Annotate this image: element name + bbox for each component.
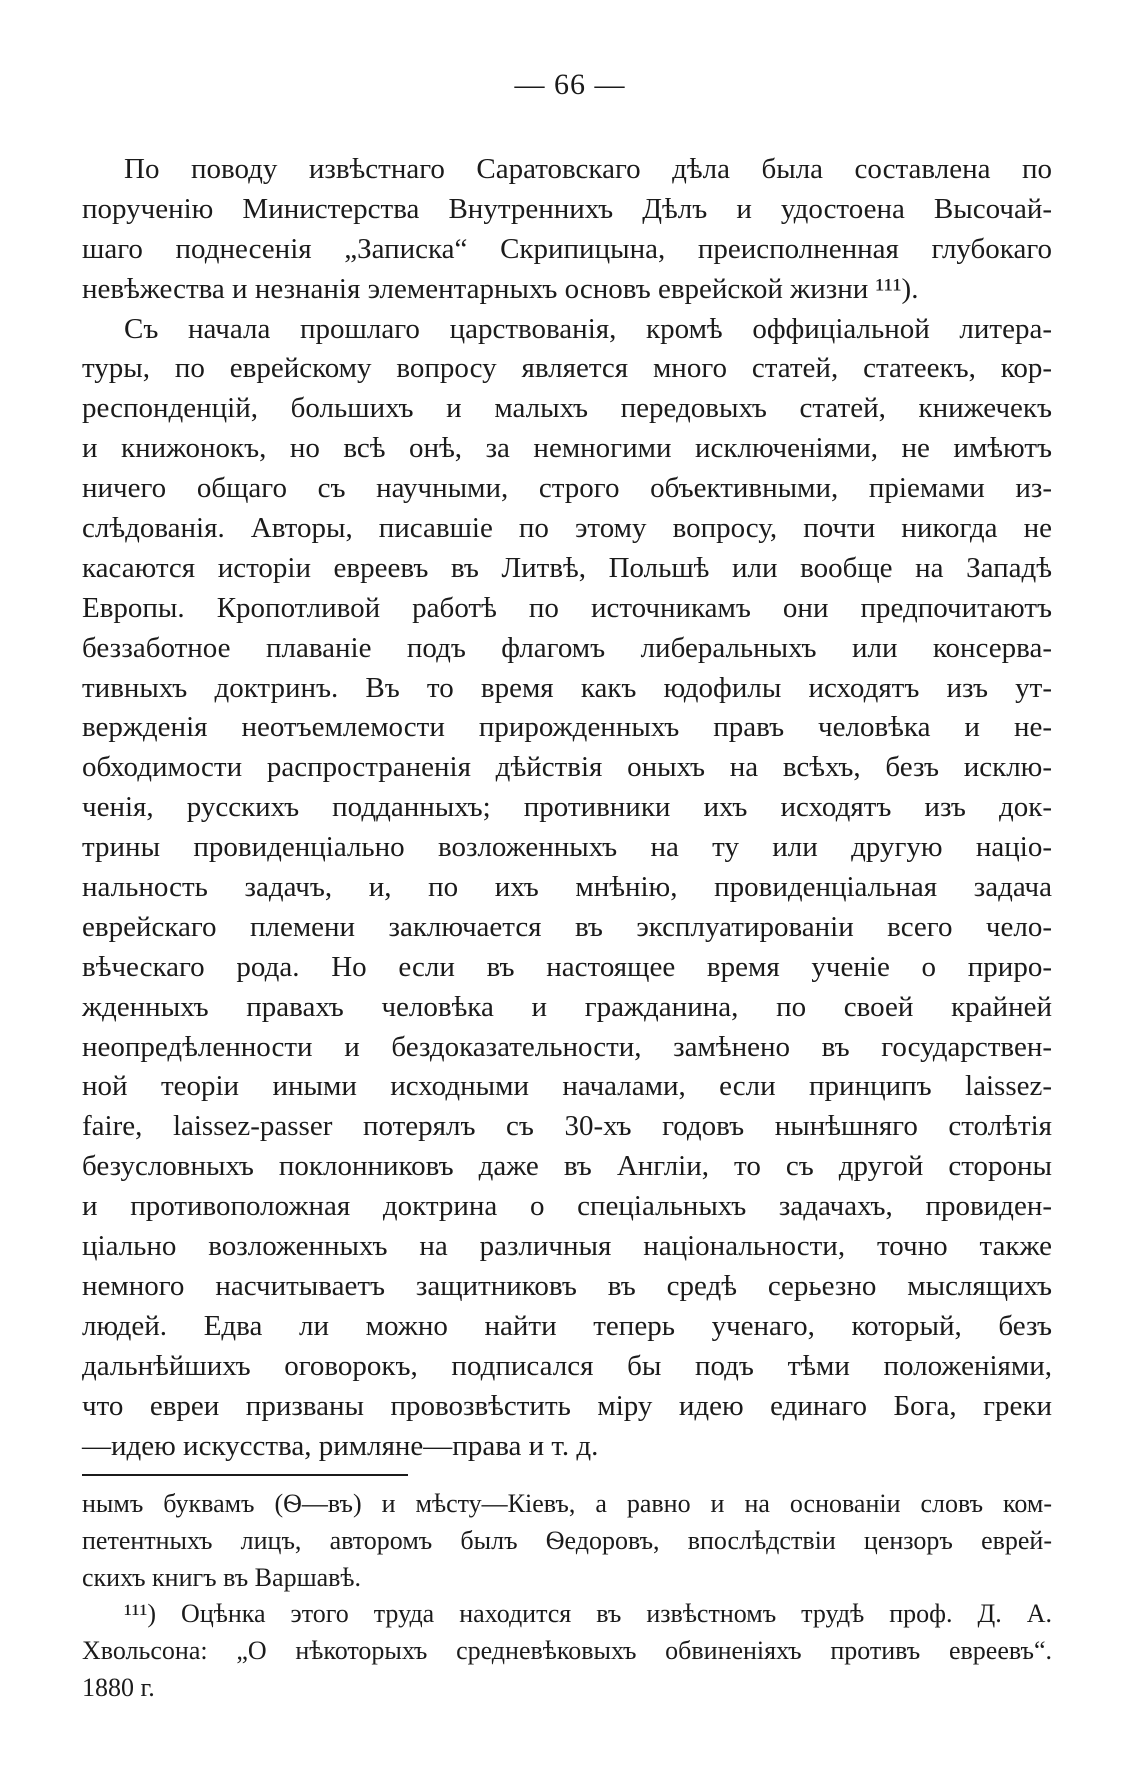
body-line: касаются исторіи евреевъ въ Литвѣ, Польшѣ или вообще на Западѣ (82, 551, 1052, 584)
body-line: Европы. Кропотливой работѣ по источникамъ они предпочитаютъ (82, 591, 1052, 624)
body-line: вержденія неотъемлемости прирожденныхъ правъ человѣка и не- (82, 711, 1052, 744)
body-line: трины провиденціально возложенныхъ на ту или другую націо- (82, 831, 1052, 864)
footnote-line: петентныхъ лицъ, авторомъ былъ Ѳедоровъ, впослѣдствіи цензоръ еврей- (82, 1525, 1052, 1555)
body-line: —идею искусства, римляне—права и т. д. (82, 1429, 599, 1462)
body-line: шаго поднесенія „Записка“ Скрипицына, преисполненная глубокаго (82, 232, 1052, 265)
footnote-line: ¹¹¹) Оцѣнка этого труда находится въ извѣстномъ трудѣ проф. Д. А. (124, 1599, 1052, 1629)
body-line: туры, по еврейскому вопросу является много статей, статеекъ, кор- (82, 352, 1052, 385)
body-line: немного насчитываетъ защитниковъ въ средѣ серьезно мыслящихъ (82, 1269, 1052, 1302)
body-line: и книжонокъ, но всѣ онѣ, за немногими исключеніями, не имѣютъ (82, 432, 1052, 465)
footnotes (82, 1486, 1052, 1707)
body-line: По поводу извѣстнаго Саратовскаго дѣла была составлена по (124, 153, 1052, 185)
body-line: тивныхъ доктринъ. Въ то время какъ юдофилы исходятъ изъ ут- (82, 671, 1052, 704)
body-line: нальность задачъ, и, по ихъ мнѣнію, провиденціальная задача (82, 871, 1052, 904)
footnote-divider (82, 1474, 408, 1476)
body-line: слѣдованія. Авторы, писавшіе по этому вопросу, почти никогда не (82, 512, 1052, 545)
body-line: дальнѣйшихъ оговорокъ, подписался бы подъ тѣми положеніями, (82, 1349, 1052, 1382)
footnote-line: нымъ буквамъ (Ѳ—въ) и мѣсту—Кіевъ, а равно и на основаніи словъ ком- (82, 1489, 1052, 1518)
body-line: неопредѣленности и бездоказательности, замѣнено въ государствен- (82, 1030, 1052, 1063)
body-line: безусловныхъ поклонниковъ даже въ Англіи, то съ другой стороны (82, 1150, 1052, 1183)
body-line: беззаботное плаваніе подъ флагомъ либеральныхъ или консерва- (82, 631, 1052, 664)
body-line: еврейскаго племени заключается въ эксплуатированіи всего чело- (82, 910, 1052, 943)
body-line: faire, laissez-passer потерялъ съ 30-хъ годовъ нынѣшняго столѣтія (82, 1110, 1052, 1143)
body-line: Съ начала прошлаго царствованія, кромѣ оффиціальной литера- (124, 312, 1052, 345)
body-line: людей. Едва ли можно найти теперь ученаго, который, безъ (82, 1309, 1052, 1342)
body-line: ченія, русскихъ подданныхъ; противники ихъ исходятъ изъ док- (82, 791, 1052, 824)
body-line: и противоположная доктрина о спеціальныхъ задачахъ, провиден- (82, 1190, 1052, 1223)
footnote-line: 1880 г. (82, 1672, 155, 1702)
footnote-line: скихъ книгъ въ Варшавѣ. (82, 1562, 362, 1592)
body-line: ціально возложенныхъ на различныя національности, точно также (82, 1230, 1052, 1263)
body-line: ной теоріи иными исходными началами, если принципъ laissez- (82, 1070, 1052, 1103)
page-number: — 66 — (514, 68, 626, 101)
body-line: невѣжества и незнанія элементарныхъ основъ еврейской жизни ¹¹¹). (82, 272, 919, 305)
body-line: обходимости распространенія дѣйствія оныхъ на всѣхъ, безъ исклю- (82, 751, 1052, 784)
body-line: респонденцій, большихъ и малыхъ передовыхъ статей, книжечекъ (82, 392, 1052, 425)
body-line: что евреи призваны провозвѣстить міру идею единаго Бога, греки (82, 1389, 1052, 1422)
body-line: ничего общаго съ научными, строго объективными, пріемами из- (82, 472, 1052, 505)
body-line: порученію Министерства Внутреннихъ Дѣлъ и удостоена Высочай- (82, 192, 1052, 225)
body-text (82, 150, 1052, 1466)
body-line: вѣческаго рода. Но если въ настоящее время ученіе о приро- (82, 950, 1052, 983)
body-line: жденныхъ правахъ человѣка и гражданина, по своей крайней (82, 990, 1052, 1023)
footnote-line: Хвольсона: „О нѣкоторыхъ средневѣковыхъ обвиненіяхъ противъ евреевъ“. (82, 1636, 1052, 1666)
